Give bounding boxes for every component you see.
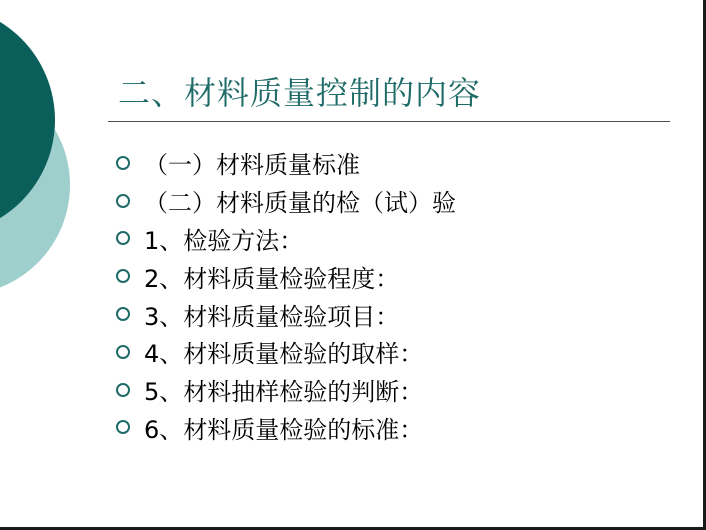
hollow-circle-bullet-icon bbox=[116, 269, 130, 283]
hollow-circle-bullet-icon bbox=[116, 156, 130, 170]
bullet-text: 4、材料质量检验的取样： bbox=[144, 340, 424, 369]
bullet-list bbox=[116, 144, 456, 446]
bullet-text: 2、材料质量检验程度： bbox=[144, 264, 400, 293]
bullet-item bbox=[116, 257, 456, 295]
bullet-item bbox=[116, 409, 456, 447]
bullet-item bbox=[116, 182, 456, 220]
title-divider bbox=[108, 121, 670, 122]
hollow-circle-bullet-icon bbox=[116, 231, 130, 245]
bullet-text: （二）材料质量的检（试）验 bbox=[144, 189, 456, 218]
bullet-text: 1、检验方法： bbox=[144, 226, 304, 255]
bullet-text: 6、材料质量检验的标准： bbox=[144, 415, 424, 444]
bullet-item bbox=[116, 333, 456, 371]
hollow-circle-bullet-icon bbox=[116, 383, 130, 397]
slide-title: 二、材料质量控制的内容 bbox=[118, 74, 482, 112]
bullet-text: 3、材料质量检验项目： bbox=[144, 302, 400, 331]
hollow-circle-bullet-icon bbox=[116, 194, 130, 208]
decorative-circles bbox=[0, 0, 90, 300]
bullet-text: （一）材料质量标准 bbox=[144, 151, 360, 180]
bullet-item bbox=[116, 371, 456, 409]
bullet-item bbox=[116, 220, 456, 258]
hollow-circle-bullet-icon bbox=[116, 420, 130, 434]
hollow-circle-bullet-icon bbox=[116, 345, 130, 359]
bullet-item bbox=[116, 295, 456, 333]
bullet-item bbox=[116, 144, 456, 182]
bullet-text: 5、材料抽样检验的判断： bbox=[144, 378, 424, 407]
hollow-circle-bullet-icon bbox=[116, 307, 130, 321]
